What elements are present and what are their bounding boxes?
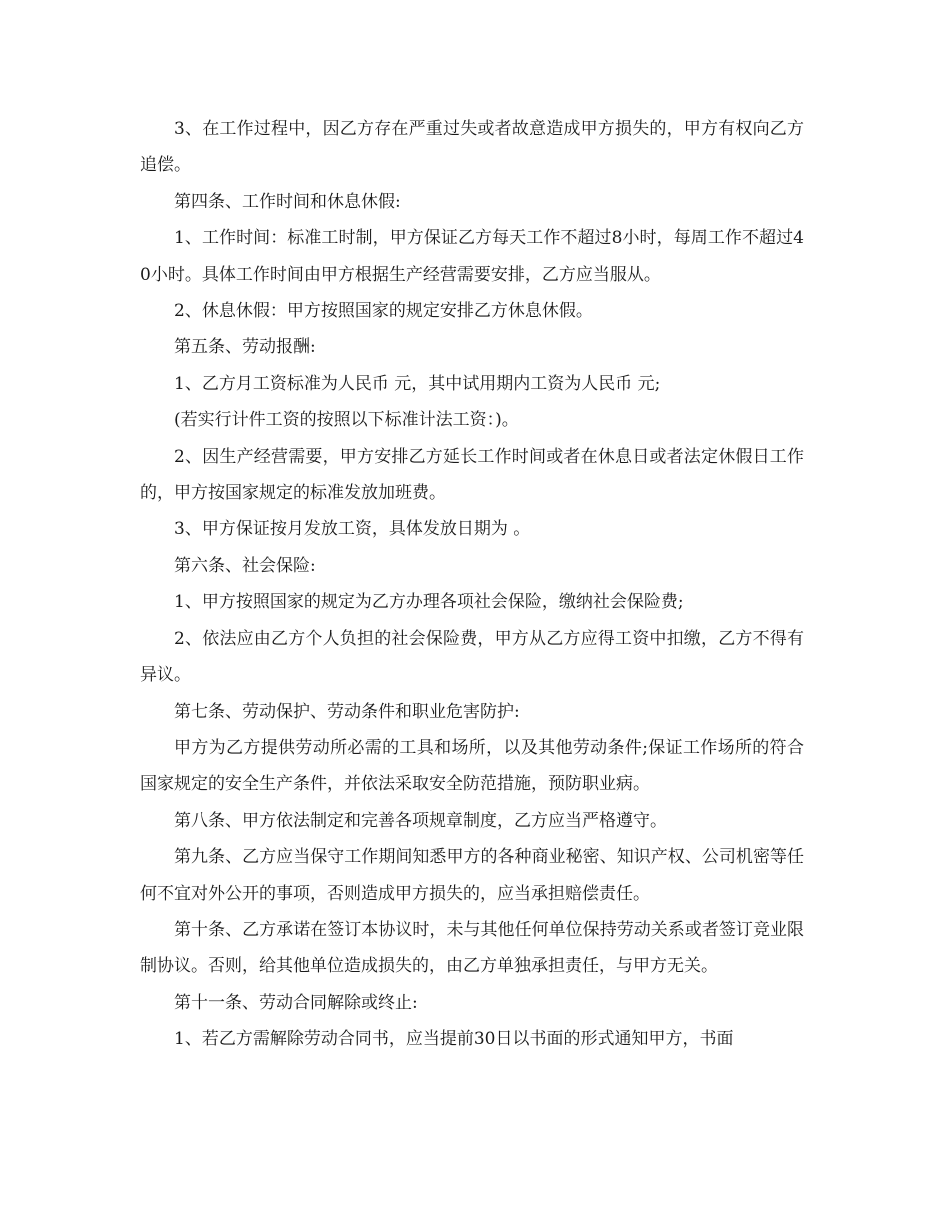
termination-paragraph: 1、若乙方需解除劳动合同书，应当提前30日以书面的形式通知甲方，书面: [174, 1029, 734, 1050]
piece-wage-note: (若实行计件工资的按照以下标准计法工资：)。: [174, 410, 519, 431]
article-9-paragraph: 第九条、乙方应当保守工作期间知悉甲方的各种商业秘密、知识产权、公司机密等任何不宜对外公开的事项，否则造成甲方损失的，应当承担赔偿责任。: [140, 847, 804, 904]
labor-protection-paragraph: 甲方为乙方提供劳动所必需的工具和场所，以及其他劳动条件;保证工作场所的符合国家规定的安全生产条件，并依法采取安全防范措施，预防职业病。: [140, 737, 804, 795]
social-insurance-paragraph-2: 2、依法应由乙方个人负担的社会保险费，甲方从乙方应得工资中扣缴，乙方不得有异议。: [140, 628, 804, 686]
article-5-heading: 第五条、劳动报酬:: [174, 337, 316, 358]
overtime-pay-paragraph: 2、因生产经营需要，甲方安排乙方延长工作时间或者在休息日或者法定休假日工作的，甲方按国家规定的标准发放加班费。: [140, 446, 804, 504]
document-body: [140, 111, 804, 1058]
payment-date-paragraph: 3、甲方保证按月发放工资，具体发放日期为 。: [174, 519, 531, 540]
article-10-paragraph: 第十条、乙方承诺在签订本协议时，未与其他任何单位保持劳动关系或者签订竞业限制协议。否则，给其他单位造成损失的，由乙方单独承担责任，与甲方无关。: [140, 919, 804, 977]
rest-leave-paragraph: 2、休息休假：甲方按照国家的规定安排乙方休息休假。: [174, 301, 593, 322]
working-hours-paragraph: 1、工作时间：标准工时制，甲方保证乙方每天工作不超过8小时，每周工作不超过40小时。具体工作时间由甲方根据生产经营需要安排，乙方应当服从。: [140, 228, 804, 285]
monthly-wage-paragraph: 1、乙方月工资标准为人民币 元，其中试用期内工资为人民币 元;: [174, 373, 661, 394]
article-4-heading: 第四条、工作时间和休息休假:: [174, 191, 401, 212]
article-11-heading: 第十一条、劳动合同解除或终止:: [174, 992, 418, 1013]
article-6-heading: 第六条、社会保险:: [174, 555, 316, 576]
clause-3-paragraph: 3、在工作过程中，因乙方存在严重过失或者故意造成甲方损失的，甲方有权向乙方追偿。: [140, 119, 804, 176]
article-7-heading: 第七条、劳动保护、劳动条件和职业危害防护:: [174, 701, 520, 722]
social-insurance-paragraph-1: 1、甲方按照国家的规定为乙方办理各项社会保险，缴纳社会保险费;: [174, 592, 684, 613]
article-8-paragraph: 第八条、甲方依法制定和完善各项规章制度，乙方应当严格遵守。: [174, 810, 667, 831]
